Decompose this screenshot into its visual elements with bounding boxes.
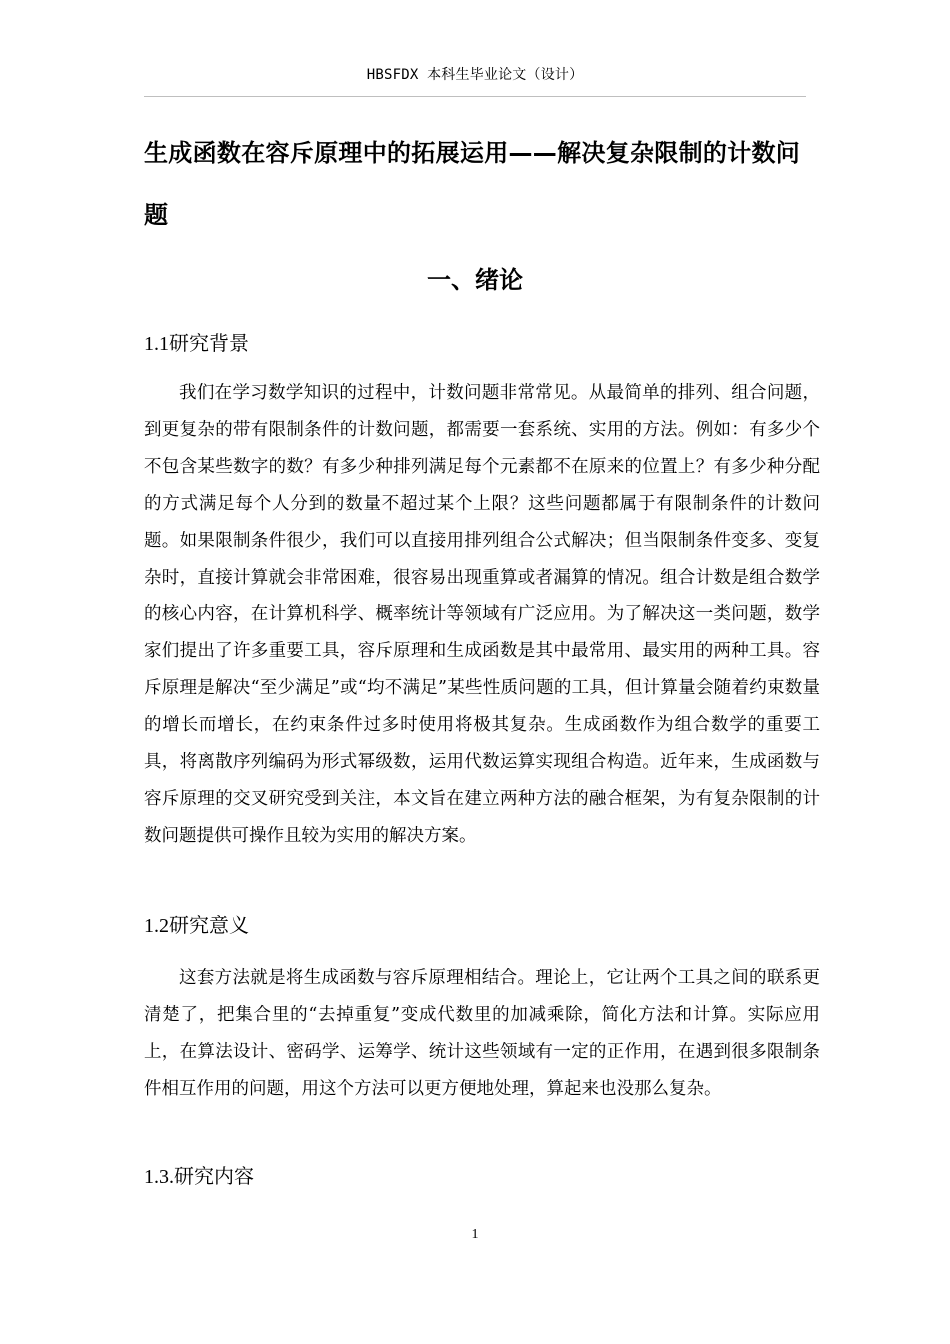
section-number: 1.1 [144,333,169,355]
header-rule [144,96,806,97]
section-heading-1-1 [144,325,249,362]
section-heading-1-3 [144,1158,254,1195]
chapter-heading: 一、绪论 [427,266,523,294]
page-number: 1 [471,1227,479,1242]
section-number: 1.3. [144,1166,174,1188]
section-heading-1-2 [144,907,249,944]
running-header: HBSFDX 本科生毕业论文（设计） [366,67,584,83]
section-number: 1.2 [144,915,169,937]
section-title: 研究内容 [174,1164,254,1188]
section-title: 研究背景 [169,331,249,355]
paragraph-research-significance: 这套方法就是将生成函数与容斥原理相结合。理论上，它让两个工具之间的联系更清楚了，把集合里的“去掉重复”变成代数里的加减乘除，简化方法和计算。实际应用上，在算法设计、密码学、运筹学、统计这些领域有一定的正作用，在遇到很多限制条件相互作用的问题，用这个方法可以更方便地处理，算起来也没那么复杂。 [144,968,820,1099]
section-title: 研究意义 [169,913,249,937]
paper-title: 生成函数在容斥原理中的拓展运用——解决复杂限制的计数问题 [144,139,801,229]
paragraph-research-background: 我们在学习数学知识的过程中，计数问题非常常见。从最简单的排列、组合问题，到更复杂的带有限制条件的计数问题，都需要一套系统、实用的方法。例如：有多少个不包含某些数字的数？有多少种排列满足每个元素都不在原来的位置上？有多少种分配的方式满足每个人分到的数量不超过某个上限？这些问题都属于有限制条件的计数问题。如果限制条件很少，我们可以直接用排列组合公式解决；但当限制条件变多、变复杂时，直接计算就会非常困难，很容易出现重算或者漏算的情况。组合计数是组合数学的核心内容，在计算机科学、概率统计等领域有广泛应用。为了解决这一类问题，数学家们提出了许多重要工具，容斥原理和生成函数是其中最常用、最实用的两种工具。容斥原理是解决“至少满足”或“均不满足”某些性质问题的工具，但计算量会随着约束数量的增长而增长，在约束条件过多时使用将极其复杂。生成函数作为组合数学的重要工具，将离散序列编码为形式幂级数，运用代数运算实现组合构造。近年来，生成函数与容斥原理的交叉研究受到关注，本文旨在建立两种方法的融合框架，为有复杂限制的计数问题提供可操作且较为实用的解决方案。 [144,383,820,846]
